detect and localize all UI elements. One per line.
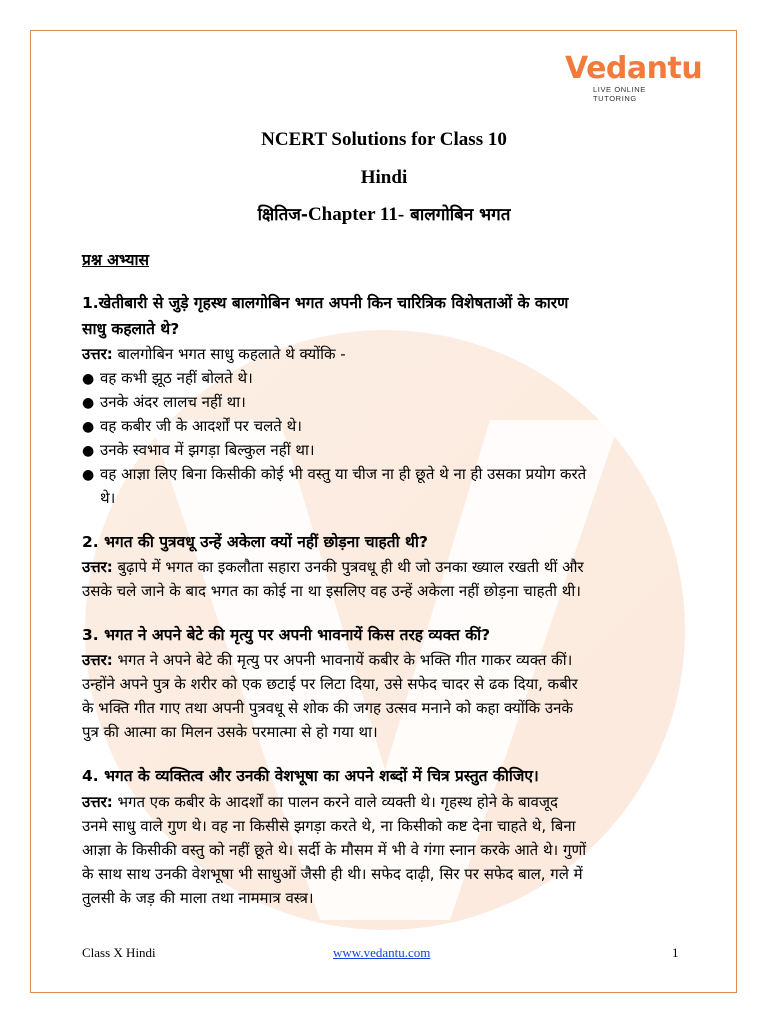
answer-label: उत्तर: xyxy=(82,793,113,811)
logo-wordmark: Vedantu xyxy=(565,51,703,86)
q1-bullet-5-cont: थे। xyxy=(100,489,116,507)
answer-label: उत्तर: xyxy=(82,345,113,363)
answer-label: उत्तर: xyxy=(82,558,113,576)
title-chapter: Chapter 11- xyxy=(307,204,405,225)
q4-answer-line-5: तुलसी के जड़ की माला तथा नाममात्र वस्त्र। xyxy=(82,889,314,907)
q1-bullet-1 xyxy=(82,371,253,386)
bullet-icon: ● xyxy=(82,467,95,483)
footer-page-number: 1 xyxy=(672,945,679,960)
title-line-1: NCERT Solutions for Class 10 xyxy=(261,129,507,150)
bullet-icon: ● xyxy=(82,419,95,435)
q4-answer-line-2: उनमे साधु वाले गुण थे। वह ना किसीसे झगड़ा करते थे, ना किसीको कष्ट देना चाहते थे, बिना xyxy=(82,817,576,835)
section-heading: प्रश्न अभ्यास xyxy=(82,251,149,269)
bullet-text: वह कबीर जी के आदर्शों पर चलते थे। xyxy=(100,417,302,435)
bullet-icon: ● xyxy=(82,371,95,387)
q4-answer-line-3: आज्ञा के किसीकी वस्तु को नहीं छूते थे। सर्दी के मौसम में भी वे गंगा स्नान करके आते थे। गुणों xyxy=(82,841,587,859)
q2-question: 2. भगत की पुत्रवधू उन्हें अकेला क्यों नहीं छोड़ना चाहती थी? xyxy=(82,533,428,551)
bullet-text: उनके अंदर लालच नहीं था। xyxy=(100,393,246,411)
q1-bullet-2 xyxy=(82,395,246,410)
q4-question: 4. भगत के व्यक्तित्व और उनकी वेशभूषा का अपने शब्दों में चित्र प्रस्तुत कीजिए। xyxy=(82,767,539,785)
answer-text: भगत ने अपने बेटे की मृत्यु पर अपनी भावनायें कबीर के भक्ति गीत गाकर व्यक्त कीं। xyxy=(112,651,573,669)
logo-tagline: LIVE ONLINE TUTORING xyxy=(593,85,646,103)
q1-bullet-3 xyxy=(82,419,302,434)
title-line-2: Hindi xyxy=(360,167,408,188)
q1-bullet-5 xyxy=(82,467,586,482)
title-hindi-prefix: क्षितिज- xyxy=(257,205,308,225)
q3-question: 3. भगत ने अपने बेटे की मृत्यु पर अपनी भावनायें किस तरह व्यक्त कीं? xyxy=(82,626,491,644)
bullet-text: वह आज्ञा लिए बिना किसीकी कोई भी वस्तु या चीज ना ही छूते थे ना ही उसका प्रयोग करते xyxy=(100,465,587,483)
q1-line-1: 1.खेतीबारी से जुड़े गृहस्थ बालगोबिन भगत अपनी किन चारित्रिक विशेषताओं के कारण xyxy=(82,294,569,312)
footer-website-link[interactable]: www.vedantu.com xyxy=(333,945,431,960)
bullet-icon: ● xyxy=(82,395,95,411)
q3-answer-line-3: के भक्ति गीत गाए तथा अपनी पुत्रवधू से शोक की जगह उत्सव मनाने को कहा क्योंकि उनके xyxy=(82,699,573,717)
q2-answer-line-2: उसके चले जाने के बाद भगत का कोई ना था इसलिए वह उन्हें अकेला नहीं छोड़ना चाहती थी। xyxy=(82,582,581,600)
answer-label: उत्तर: xyxy=(82,651,113,669)
q4-answer-line-4: के साथ साथ उनकी वेशभूषा भी साधुओं जैसी ही थी। सफेद दाढ़ी, सिर पर सफेद बाल, गले में xyxy=(82,865,583,883)
q2-answer-line-1 xyxy=(82,560,584,575)
q3-answer-line-2: उन्होंने अपने पुत्र के शरीर को एक छटाई पर लिटा दिया, उसे सफेद चादर से ढक दिया, कबीर xyxy=(82,675,578,693)
bullet-text: वह कभी झूठ नहीं बोलते थे। xyxy=(100,369,253,387)
q4-answer-line-1 xyxy=(82,795,558,810)
q3-answer-line-1 xyxy=(82,653,572,668)
q3-answer-line-4: पुत्र की आत्मा का मिलन उसके परमात्मा से हो गया था। xyxy=(82,723,378,741)
q1-answer-intro: बालगोबिन भगत साधु कहलाते थे क्योंकि - xyxy=(112,345,346,363)
answer-text: भगत एक कबीर के आदर्शों का पालन करने वाले व्यक्ती थे। गृहस्थ होने के बावजूद xyxy=(112,793,558,811)
title-line-3 xyxy=(0,205,768,224)
q1-bullet-4 xyxy=(82,443,315,458)
bullet-text: उनके स्वभाव में झगड़ा बिल्कुल नहीं था। xyxy=(100,441,315,459)
footer-class-label: Class X Hindi xyxy=(82,945,156,960)
bullet-icon: ● xyxy=(82,443,95,459)
q1-line-2: साधु कहलाते थे? xyxy=(82,320,180,338)
answer-text: बुढ़ापे में भगत का इकलौता सहारा उनकी पुत्रवधू ही थी जो उनका ख्याल रखती थीं और xyxy=(112,558,584,576)
q1-answer xyxy=(82,347,346,362)
vedantu-logo xyxy=(565,51,703,103)
title-chapter-name: बालगोबिन भगत xyxy=(404,205,511,225)
